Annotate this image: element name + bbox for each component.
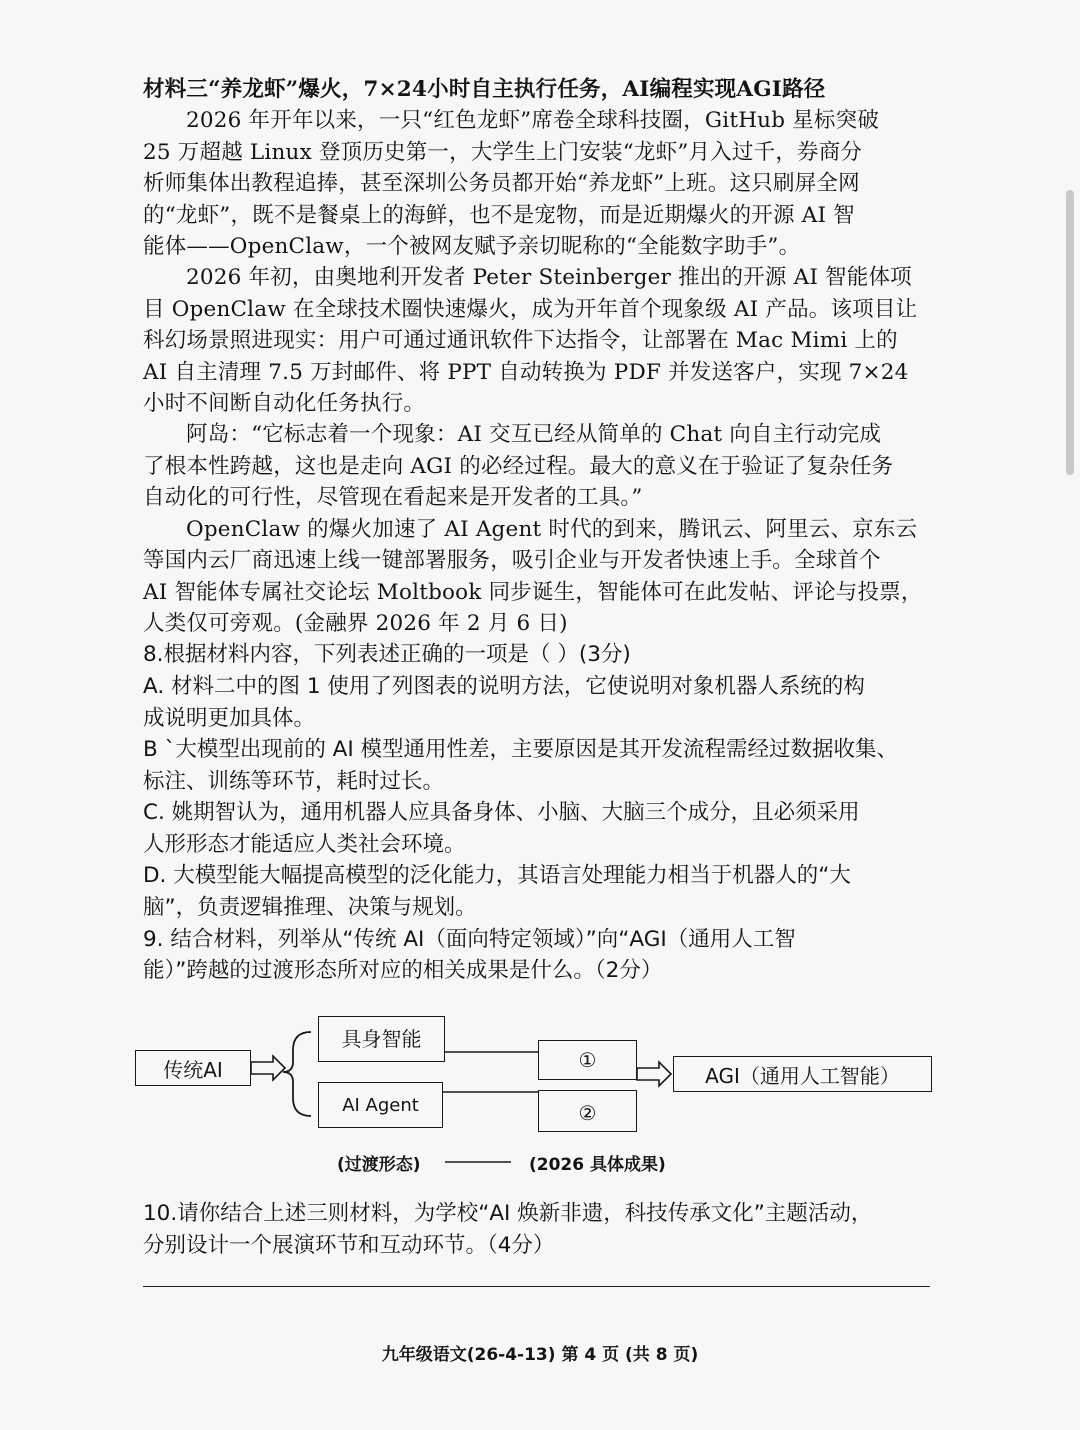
box-traditional-ai: 传统AI <box>135 1050 251 1086</box>
scrollbar-thumb[interactable] <box>1066 190 1074 475</box>
blank-box-2[interactable]: ② <box>538 1090 637 1132</box>
question-8 <box>143 639 943 923</box>
text-line: 能体——OpenClaw，一个被网友赋予亲切昵称的“全能数字助手”。 <box>143 234 801 260</box>
question-text: 8.根据材料内容，下列表述正确的一项是（ ）(3分) <box>143 642 631 668</box>
option-c: C. 姚期智认为，通用机器人应具备身体、小脑、大脑三个成分，且必须采用 <box>143 800 860 826</box>
double-arrow-icon <box>251 1056 285 1080</box>
text-line: 小时不间断自动化任务执行。 <box>143 391 426 417</box>
page-footer: 九年级语文(26-4-13) 第 4 页 (共 8 页) <box>381 1345 699 1365</box>
text-line: 25 万超越 Linux 登顶历史第一，大学生上门安装“龙虾”月入过千，券商分 <box>143 139 863 165</box>
material3-paragraph-2 <box>143 262 943 419</box>
question-text: 10.请你结合上述三则材料，为学校“AI 焕新非遗，科技传承文化”主题活动， <box>143 1201 873 1226</box>
box-agi: AGI（通用人工智能） <box>673 1056 932 1092</box>
answer-line[interactable] <box>143 1286 930 1287</box>
transition-diagram <box>133 1010 953 1180</box>
question-text-cont: 能）”跨越的过渡形态所对应的相关成果是什么。（2分） <box>143 958 663 984</box>
page-content <box>143 74 943 987</box>
option-d: D. 大模型能大幅提高模型的泛化能力，其语言处理能力相当于机器人的“大 <box>143 863 851 889</box>
caption-2026-results: (2026 具体成果) <box>529 1155 666 1175</box>
option-d-cont: 脑”，负责逻辑推理、决策与规划。 <box>143 895 477 921</box>
text-line: 科幻场景照进现实：用户可通过通讯软件下达指令，让部署在 Mac Mimi 上的 <box>143 328 898 354</box>
text-line: 阿岛：“它标志着一个现象：AI 交互已经从简单的 Chat 向自主行动完成 <box>186 422 882 448</box>
text-line: 等国内云厂商迅速上线一键部署服务，吸引企业与开发者快速上手。全球首个 <box>143 548 881 574</box>
text-line: AI 自主清理 7.5 万封邮件、将 PPT 自动转换为 PDF 并发送客户，实现 7×24 <box>143 359 909 385</box>
material3-paragraph-4 <box>143 514 943 640</box>
text-line: 了根本性跨越，这也是走向 AGI 的必经过程。最大的意义在于验证了复杂任务 <box>143 453 894 479</box>
text-line: 2026 年初，由奥地利开发者 Peter Steinberger 推出的开源 AI 智能体项 <box>186 265 912 291</box>
text-line: AI 智能体专属社交论坛 Moltbook 同步诞生，智能体可在此发帖、评论与投票， <box>143 579 923 605</box>
material3-paragraph-1 <box>143 105 943 262</box>
material3-paragraph-3 <box>143 419 943 513</box>
question-text: 9. 结合材料，列举从“传统 AI（面向特定领域）”向“AGI（通用人工智 <box>143 926 796 952</box>
box-ai-agent: AI Agent <box>318 1082 443 1128</box>
box-embodied-intelligence: 具身智能 <box>318 1016 445 1062</box>
text-line: OpenClaw 的爆火加速了 AI Agent 时代的到来，腾讯云、阿里云、京东云 <box>186 516 918 542</box>
option-b-cont: 标注、训练等环节，耗时过长。 <box>143 768 445 794</box>
option-a-cont: 成说明更加具体。 <box>143 705 316 731</box>
blank-box-1[interactable]: ① <box>538 1040 637 1080</box>
material3-title: 材料三“养龙虾”爆火，7×24小时自主执行任务，AI编程实现AGI路径 <box>143 77 826 102</box>
text-line: 2026 年开年以来，一只“红色龙虾”席卷全球科技圈，GitHub 星标突破 <box>186 108 880 134</box>
option-b: B `大模型出现前的 AI 模型通用性差，主要原因是其开发流程需经过数据收集、 <box>143 737 899 763</box>
double-arrow-icon <box>637 1062 671 1086</box>
question-text-cont: 分别设计一个展演环节和互动环节。（4分） <box>143 1232 555 1258</box>
caption-transition-form: (过渡形态) <box>337 1155 421 1175</box>
question-10 <box>143 1198 872 1261</box>
option-c-cont: 人形形态才能适应人类社会环境。 <box>143 831 466 857</box>
option-a: A. 材料二中的图 1 使用了列图表的说明方法，它使说明对象机器人系统的构 <box>143 673 865 699</box>
text-line: 自动化的可行性，尽管现在看起来是开发者的工具。” <box>143 485 643 511</box>
text-line: 人类仅可旁观。(金融界 2026 年 2 月 6 日) <box>143 610 568 636</box>
brace-icon <box>283 1032 311 1116</box>
text-line: 析师集体出教程追捧，甚至深圳公务员都开始“养龙虾”上班。这只刷屏全网 <box>143 171 860 197</box>
question-9 <box>143 924 943 987</box>
text-line: 的“龙虾”，既不是餐桌上的海鲜，也不是宠物，而是近期爆火的开源 AI 智 <box>143 202 855 228</box>
text-line: 目 OpenClaw 在全球技术圈快速爆火，成为开年首个现象级 AI 产品。该项目让 <box>143 296 918 322</box>
